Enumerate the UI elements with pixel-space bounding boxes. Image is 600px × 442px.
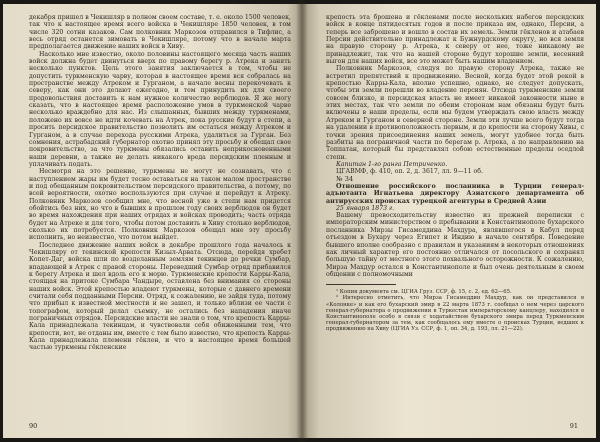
- paragraph: Полковник Маркозов, следуя по правую сторону Атрека, также не встретил препятствий к продвижению. Весной, когда будет этой рекой в крепостью Карры-Кала, вполне успешно, однако, не следует допускать, чтобы эти земли перешли во владение персиян. Отсюда туркменские земли совсем близко, и персидская власть не имеет никакой законности ныне в этих местах, так что земли по обеим сторонам нам обязаны будут быть включены в наши пределы, если мы будем утверждать свою власть между Атреком и Гурганом в северной стороне. Земли эти лучше всего будут тогда на удалении в противоположность первым, и до крепости на сторону Хивы, с точки зрения присоединения наших земель, могут удобнее тогда быть разбиты на пограничной части по берегам р. Атрека, а по направлению на Топпатан, который бы представлял собою естественные пределы оседлой степи.: [326, 65, 584, 161]
- book-gutter: [296, 0, 308, 442]
- document-number: № 34: [336, 174, 354, 183]
- page-number: 90: [29, 422, 38, 430]
- paragraph: крепость эта брошена и гёкленами после нескольких набегов персидских войск в конце пятидесятых годов и после приказа им, однако, Персии, а теперь все заброшено и вошло в состав их земель. Земли гёкленов и атабаев Персии действительно принадлежат к Бужнурдскому округу, но вся земля на правую сторону р. Атрека, к северу от нее, тоже никакому не принадлежит, так что на нашей стороне будут хорошие земли, весенний выгон для наших войск, все это может быть нашим владением.: [326, 14, 584, 66]
- document-title: Отношение российского посланника в Турции генерал-адъютанта Игнатьева директору Азиатского департамента об антирусских происках турецкой агентуры в Средней Азии: [326, 181, 584, 205]
- paragraph: Последнее движение наших войск в декабре прошлого года началось к Чекишляру от текинской крепости Кизыл-Арвата. Отсюда, перейдя хребет Копет-Даг, войска шли по возделанным землям текинцев до речки Сумбар, впадающей в Атрек с правой стороны. Переведший Сумбар отряд прибавился к берегу Атрека и шел вдоль его к морю. Туркменские крепости Карры-Кала, стоящая на притоке Сумбара Чандыре, оставлена без внимания со стороны наших войск. Этой крепостью владеют туркмены, которые с давнего времени считали себя подданными Персии. Отряд, к сожалению, не зайдя туда, потому что прибыл к известной местности и не зашел, и только вблизи ее части с топографом, который делал съемку, не остались без нападения иначе пограничных отрядов. Персидские власти не знали о том, что крепость Карры-Кала принадлежала текинцам, и чувствовали себя обиженными тем, что крепости, вот, не отданы им, вместе с тем было известно, что крепость Карры-Кала принадлежала племени гёклен, и что в настоящее время большей частью туркмены гёкленские: [29, 241, 291, 352]
- paragraph: Вашему превосходительству известно из прежней переписки с императорским министерством о пребывании в Константинополе бухарского посланника Мирзы Гисамеддина Махдура, являвшегося в Кабул перед отъездом в Бухару через Египет и Индию в начале сентября. Поведение бывшего вполне сообразно с правилам и указаниям в некоторых отношениях как личный характер его постоянно отличался от посольского и сохранял большую тайну от местного этого похвального осторожности. К сожалению, Мирза Махдур остался в Константинополе и был очень деятельным в своем общении с полномочными: [326, 212, 584, 278]
- document-date: 25 января 1873 г.: [336, 204, 395, 212]
- archive-reference: ЦГАВМФ, ф. 410, оп. 2, д. 3617, лл. 9—11 об.: [336, 168, 483, 176]
- right-page: [302, 4, 596, 438]
- left-page: [3, 4, 302, 438]
- page-number: 91: [569, 422, 578, 430]
- footnote: ¹ Копия документа см. ЦГИА Груз. ССР, ф. 15, с. 2, ед. 62—65.: [336, 289, 512, 296]
- footnote: ² Интересно отметить, что Мирза Гисамеддин Махдур, как он представился в «Колонке» и как его бухарский эмир в 22 марта 1873 г. сообщал о нем через царского генерал-губернатора о продвижении в Туркестан императорскому канцлеру, находился в Константинополе особо в связи с ходатайством бухарского эмира перед Туркменским генерал-губернатором за тем, как сообщалось ему вместе о происках Турции, ведших к продвижению на Хиву (ЦГИА Уз. ССР, ф. 1, оп. 34, д. 193, лл. 21—22).: [326, 295, 584, 333]
- footnote-divider: [326, 284, 396, 285]
- paragraph: Несмотря на это решение, туркмены не могут не сознавать, что с наступлением жары им будет тесно оставаться на таком малом пространстве и под обещанным покровительством персидского правительства, а потому, по всей вероятности, охотно воспользуются при случае и перейдут к Атреку. Полковник Маркозов сообщил мне, что весной уже в степи нам придется обойтись без них, но что в бывших в прошлом году своих верблюдов он будет во время нахождения при наших отрядах и войсках проводить; часть отряда будет на Атреке и для того, чтобы потом доставить в Хиву столько верблюдов, сколько их потребуется. Полковник Маркозов обещал мне эту просьбу исполнить, но неизвестно, что потом выйдет.: [29, 168, 291, 242]
- paragraph: Насколько мне известно, около половины настоящего месяца часть наших войск должна будет двинуться вверх по правому берегу р. Атрека и занять несколько пунктов. Цель этого занятия заключается в том, чтобы не допустить туркменскую чарву, которая в настоящее время вся собралась на пространстве между Атреком и Гурганом, а начале весны перекочевать к северу, как они это делают ежегодно, и тем принудить их для своего продовольствия доставить к нам нужное количество верблюдов. Я же могу сказать, что в настоящее время расположение умов в туркменской чарве несколько враждебно для нас. Из слышанных, бывших между туркменами, положено их вовсе не идти кочевать на Атрек, пока русские будут в степи, а просить персидское правительство позволить им остаться между Атреком и Гурганом, а в случае перехода русскими Атрека, удалиться за Гурган. Без сомнения, астрабадский губернатор охотно принял эту просьбу и обещал свое покровительство, за что туркмены обязались оставить неприкосновенными наши деревни, а также не делать никакого вреда персидским пленным и уплачивать подать.: [29, 50, 291, 168]
- paragraph: декабря пришел в Чекишляр в полном своем составе, т. е. около 1500 человек, так что к настоящее время всего войска в Чекишляре 1850 человек, в том числе 320 сотни казаков. Сам полковник Маркозов отправился в Тифлис, а весь отряд останется зимовать в Чекишляре, потому что в начале марта предполагается движение наших войск в Хиву.: [29, 14, 291, 51]
- left-page-text: [29, 14, 291, 352]
- signature: Капитан 1-го ранга Петриченко.: [336, 160, 448, 168]
- right-page-text: [326, 14, 584, 333]
